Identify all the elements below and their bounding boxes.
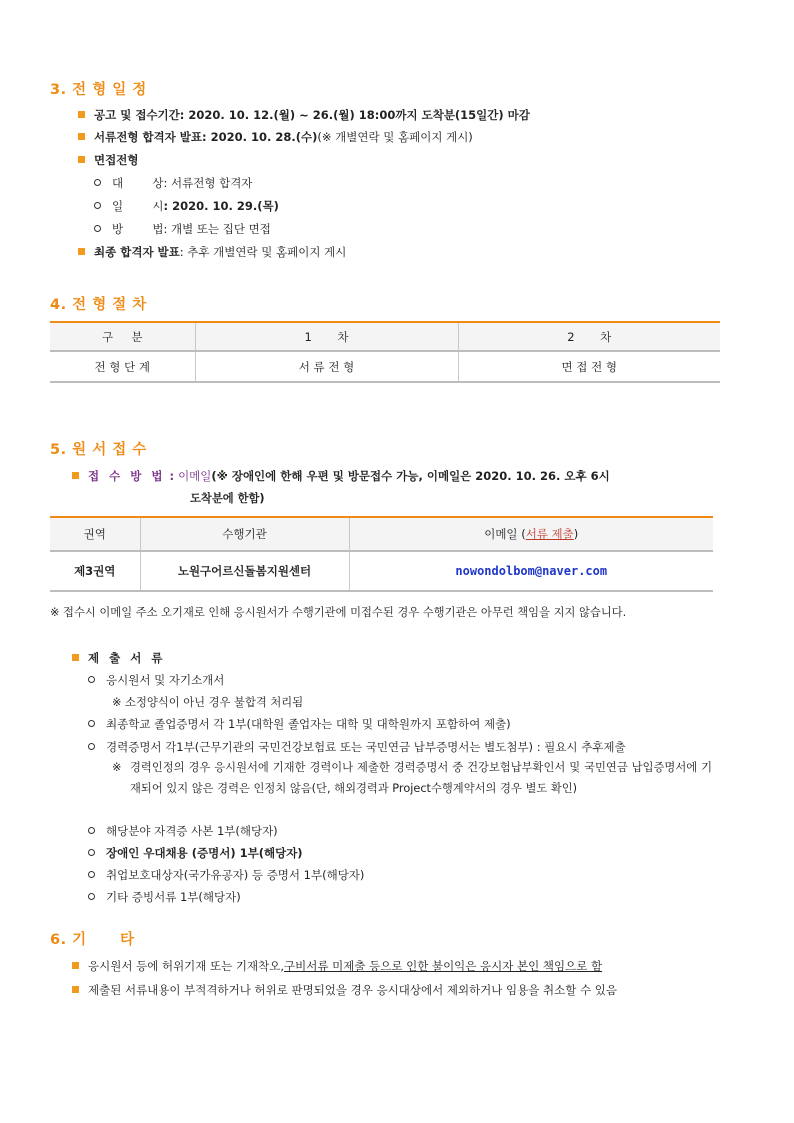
interview-method: 방 법 : 개별 또는 집단 면접: [94, 221, 271, 237]
section-6-title: 6. 기 타: [50, 932, 135, 948]
circle-bullet-icon: [94, 225, 101, 232]
document-item: 기타 증빙서류 1부(해당자): [88, 889, 241, 905]
career-note: ※ 경력인정의 경우 응시원서에 기재한 경력이나 제출한 경력증명서 중 건강보험납부확인서 및 국민연금 납입증명서에 기재되어 있지 않은 경력은 인정치 않음(단, 해외경력과 Project수행계약서의 경우 별도 확인): [112, 757, 712, 799]
table-cell: 서 류 전 형: [195, 351, 458, 382]
square-bullet-icon: [78, 248, 85, 255]
table-cell: 전 형 단 계: [94, 359, 150, 374]
submission-method-note: 도착분에 한함): [190, 492, 265, 505]
misc-item: 응시원서 등에 허위기재 또는 기재착오, 구비서류 미제출 등으로 인한 불이익은 응시자 본인 책임으로 함: [72, 958, 602, 974]
square-bullet-icon: [78, 111, 85, 118]
document-item: 응시원서 및 자기소개서: [88, 672, 224, 688]
misc-item: 제출된 서류내용이 부적격하거나 허위로 판명되었을 경우 응시대상에서 제외하거나 임용을 취소할 수 있음: [72, 982, 617, 998]
circle-bullet-icon: [94, 202, 101, 209]
section-4-title: 4. 전 형 절 차: [50, 297, 147, 313]
document-item: 최종학교 졸업증명서 각 1부(대학원 졸업자는 대학 및 대학원까지 포함하여 제출): [88, 716, 511, 732]
square-bullet-icon: [72, 654, 79, 661]
square-bullet-icon: [78, 156, 85, 163]
table-header-row: [50, 517, 713, 551]
table-cell: 면 접 전 형: [458, 351, 720, 382]
table-cell: 제3권역: [74, 564, 116, 578]
circle-bullet-icon: [88, 871, 95, 878]
reference-mark-icon: ※: [112, 761, 122, 774]
email-warning: ※ 접수시 이메일 주소 오기재로 인해 응시원서가 수행기관에 미접수된 경우 수행기관은 아무런 책임을 지지 않습니다.: [50, 606, 627, 619]
table-header-row: [50, 322, 720, 351]
square-bullet-icon: [72, 472, 79, 479]
submission-method: 접 수 방 법 : 이메일 (※ 장애인에 한해 우편 및 방문접수 가능, 이메일은 2020. 10. 26. 오후 6시: [72, 468, 610, 484]
schedule-item-final-result: 최종 합격자 발표 : 추후 개별연락 및 홈페이지 게시: [78, 244, 346, 260]
square-bullet-icon: [72, 962, 79, 969]
square-bullet-icon: [72, 986, 79, 993]
interview-target: 대 상 : 서류전형 합격자: [94, 175, 252, 191]
submission-table: [50, 516, 713, 592]
table-header-cell: 수행기관: [140, 517, 349, 551]
table-header-cell: 권역: [50, 517, 140, 551]
table-header-cell: 이메일 (서류 제출): [349, 517, 713, 551]
table-row: [50, 551, 713, 591]
documents-title: 제 출 서 류: [72, 650, 165, 666]
document-item: 장애인 우대채용 (증명서) 1부(해당자): [88, 845, 303, 861]
schedule-item-interview: 면접전형: [78, 152, 138, 168]
circle-bullet-icon: [88, 849, 95, 856]
document-note: ※ 소정양식이 아닌 경우 불합격 처리됨: [112, 696, 304, 709]
email-link[interactable]: nowondolbom@naver.com: [349, 551, 713, 591]
schedule-item-period: 공고 및 접수기간 : 2020. 10. 12.(월) ~ 26.(월) 18:00까지 도착분(15일간) 마감: [78, 107, 530, 123]
schedule-item-document-result: 서류전형 합격자 발표 : 2020. 10. 28.(수) (※ 개별연락 및 홈페이지 게시): [78, 129, 473, 145]
table-row: [50, 351, 720, 382]
section-3-title: 3. 전 형 일 정: [50, 82, 147, 98]
table-cell: 노원구어르신돌봄지원센터: [140, 551, 349, 591]
circle-bullet-icon: [88, 720, 95, 727]
document-item: 경력증명서 각1부(근무기관의 국민건강보험료 또는 국민연금 납부증명서는 별도첨부) : 필요시 추후제출: [88, 739, 626, 755]
circle-bullet-icon: [88, 676, 95, 683]
document-item: 해당분야 자격증 사본 1부(해당자): [88, 823, 278, 839]
document-item: 취업보호대상자(국가유공자) 등 증명서 1부(해당자): [88, 867, 364, 883]
circle-bullet-icon: [88, 827, 95, 834]
selection-process-table: [50, 321, 720, 383]
circle-bullet-icon: [88, 893, 95, 900]
square-bullet-icon: [78, 133, 85, 140]
table-header-cell: 2 차: [458, 322, 720, 351]
section-5-title: 5. 원 서 접 수: [50, 442, 147, 458]
table-header-cell: 1 차: [195, 322, 458, 351]
circle-bullet-icon: [88, 743, 95, 750]
circle-bullet-icon: [94, 179, 101, 186]
table-header-cell: 구 분: [50, 322, 195, 351]
interview-date: 일 시 : 2020. 10. 29.(목): [94, 198, 279, 214]
